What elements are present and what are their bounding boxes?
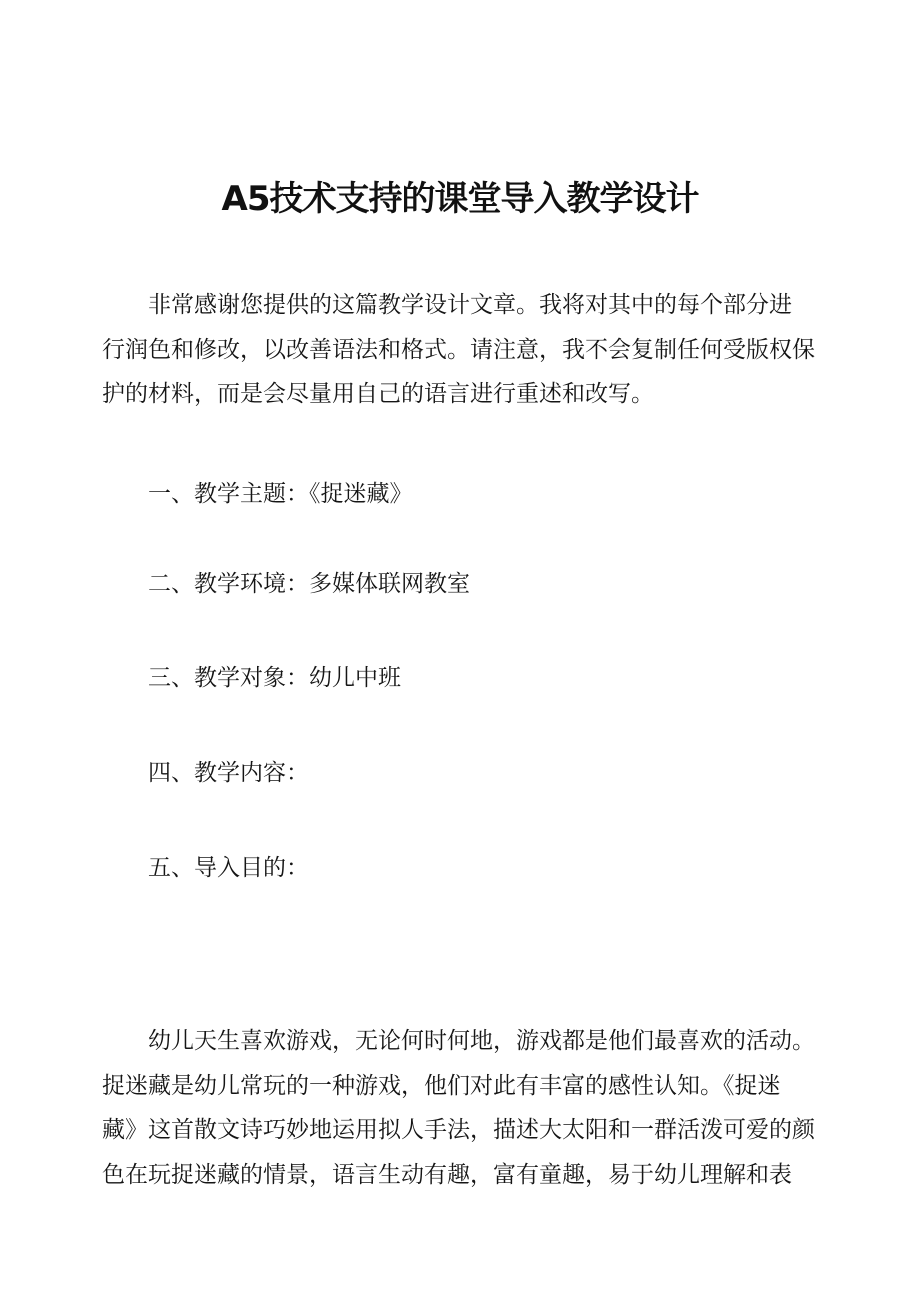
section-heading-audience: 三、教学对象：幼儿中班 — [148, 665, 401, 691]
document-title: A5技术支持的课堂导入教学设计 — [221, 179, 699, 219]
intro-line: 行润色和修改，以改善语法和格式。请注意，我不会复制任何受版权保 — [102, 336, 815, 363]
section-heading-purpose: 五、导入目的： — [148, 855, 309, 881]
intro-line: 护的材料，而是会尽量用自己的语言进行重述和改写。 — [102, 381, 654, 407]
body-line: 幼儿天生喜欢游戏，无论何时何地，游戏都是他们最喜欢的活动。 — [148, 1028, 815, 1054]
section-heading-content: 四、教学内容： — [148, 760, 309, 786]
section-heading-environment: 二、教学环境：多媒体联网教室 — [148, 571, 470, 597]
body-line: 藏》这首散文诗巧妙地运用拟人手法，描述大太阳和一群活泼可爱的颜 — [102, 1117, 815, 1143]
intro-line: 非常感谢您提供的这篇教学设计文章。我将对其中的每个部分进 — [148, 292, 792, 318]
intro-paragraph — [102, 283, 822, 417]
section-heading-topic: 一、教学主题：《捉迷藏》 — [148, 481, 413, 507]
body-line: 捉迷藏是幼儿常玩的一种游戏，他们对此有丰富的感性认知。《捉迷 — [102, 1072, 781, 1099]
body-paragraph — [102, 1019, 822, 1197]
body-line: 色在玩捉迷藏的情景，语言生动有趣，富有童趣，易于幼儿理解和表 — [102, 1161, 792, 1188]
